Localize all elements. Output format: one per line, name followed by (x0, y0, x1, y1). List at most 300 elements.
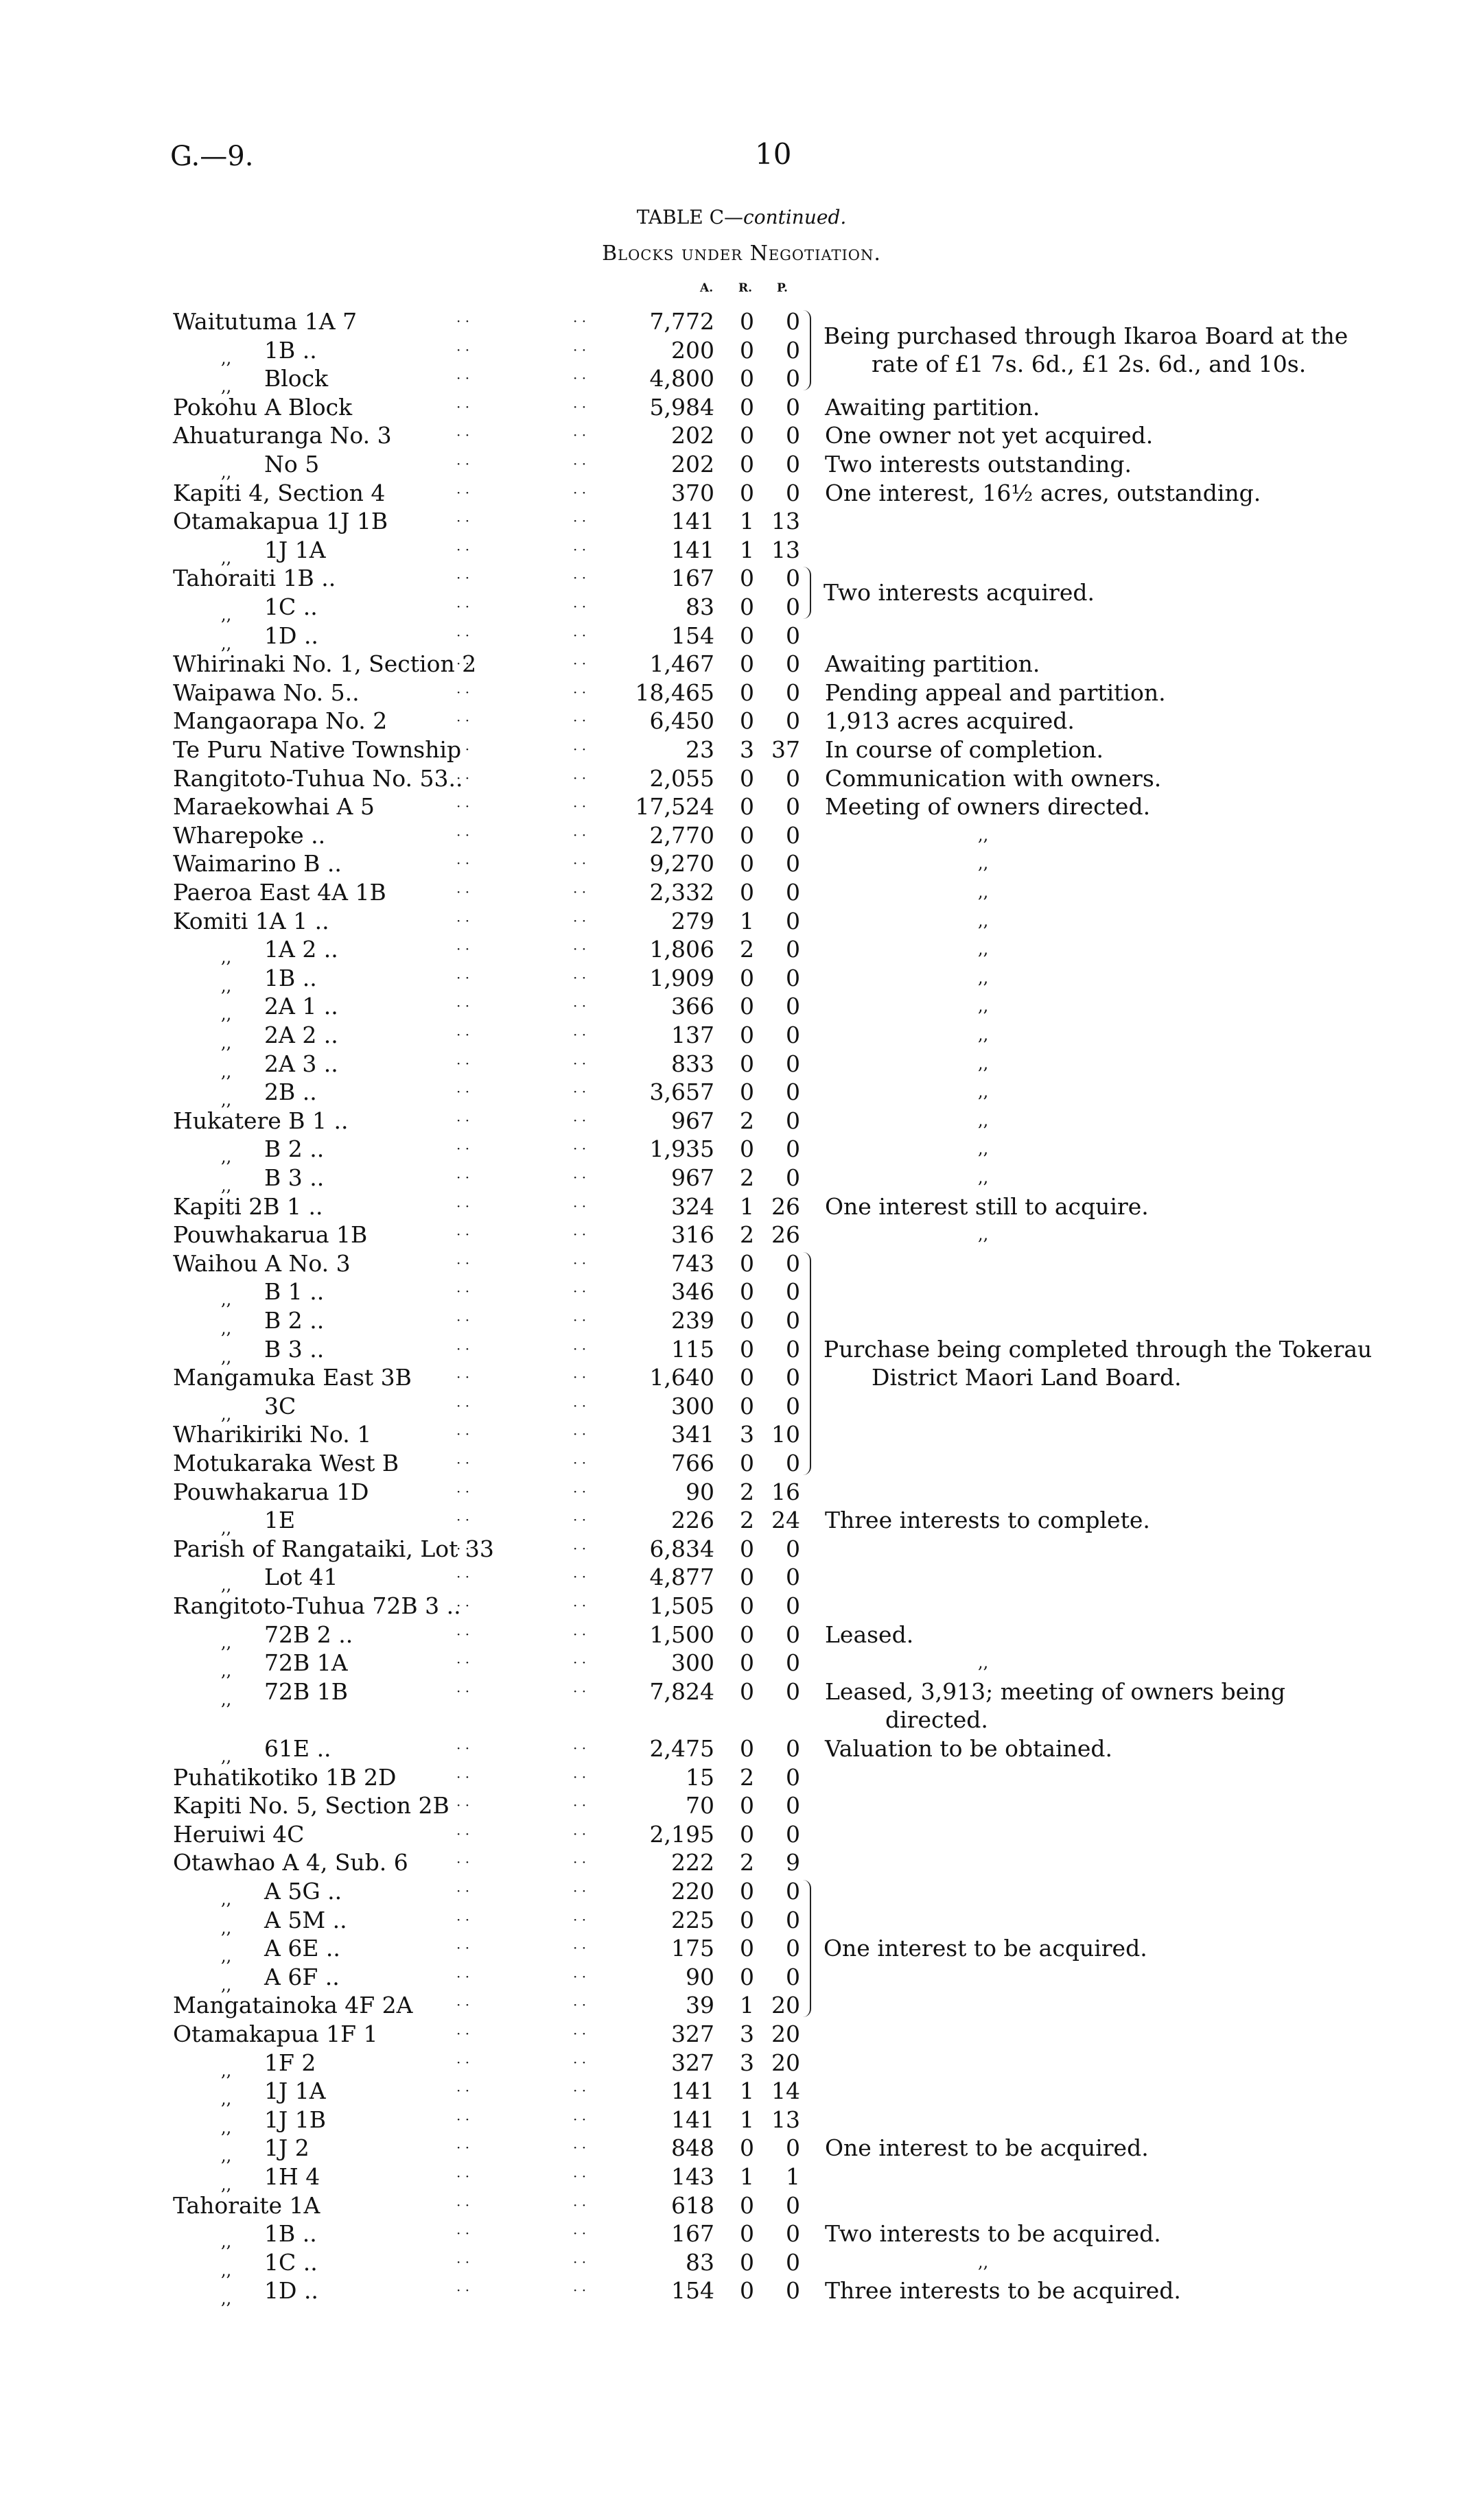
perches-value: 0 (786, 2277, 800, 2305)
dot-leader (456, 707, 469, 735)
dot-leader (456, 479, 469, 508)
dot-leader (456, 849, 469, 878)
perches-value: 0 (786, 451, 800, 478)
table-row (0, 1478, 1483, 1507)
block-name: 1J 1B (264, 2106, 326, 2133)
acres-value: 2,475 (649, 1735, 714, 1762)
table-row (0, 1249, 1483, 1278)
dot-leader (573, 1649, 586, 1677)
acres-value: 316 (671, 1221, 714, 1249)
acres-value: 2,055 (649, 764, 714, 792)
ditto-mark: ,, (221, 2146, 232, 2166)
dot-leader (573, 1221, 586, 1249)
remark-ditto: ,, (978, 1653, 989, 1673)
dot-leader (573, 650, 586, 679)
roods-value: 0 (740, 1392, 754, 1420)
dot-leader (456, 1592, 469, 1621)
dot-leader (456, 1192, 469, 1221)
acres-value: 17,524 (635, 793, 714, 821)
acres-value: 15 (686, 1763, 714, 1791)
group-remark (824, 322, 1348, 379)
acres-value: 324 (671, 1192, 714, 1220)
table-title-main: TABLE C— (636, 206, 744, 228)
ditto-mark: ,, (221, 2175, 232, 2194)
table-row-continuation (0, 1706, 1483, 1734)
table-subtitle: Blocks under Negotiation. (602, 242, 881, 266)
perches-value: 0 (786, 593, 800, 620)
perches-value: 13 (771, 536, 800, 563)
dot-leader (573, 450, 586, 479)
block-name: 1B .. (264, 336, 317, 364)
dot-leader (456, 1249, 469, 1278)
dot-leader (573, 1392, 586, 1421)
block-name: A 6F .. (264, 1963, 340, 1990)
acres-value: 141 (671, 536, 714, 563)
perches-value: 0 (786, 1450, 800, 1476)
acres-value: 200 (671, 336, 714, 364)
table-row (0, 1449, 1483, 1478)
block-name: Mangaorapa No. 2 (173, 707, 388, 735)
dot-leader (456, 2020, 469, 2049)
acres-value: 300 (671, 1392, 714, 1420)
dot-leader (573, 2276, 586, 2305)
dot-leader (456, 2191, 469, 2220)
table-row (0, 536, 1483, 565)
table-row (0, 707, 1483, 735)
remark: One interest, 16½ acres, outstanding. (825, 479, 1261, 506)
table-row (0, 821, 1483, 850)
remark-ditto: ,, (978, 996, 989, 1016)
roods-value: 2 (740, 1763, 754, 1791)
remark-ditto: ,, (978, 1053, 989, 1073)
acres-value: 167 (671, 2220, 714, 2248)
block-name: Waipawa No. 5.. (173, 679, 360, 706)
remark-ditto: ,, (978, 2252, 989, 2272)
roods-value: 0 (740, 1592, 754, 1619)
block-name: Tahoraiti 1B .. (173, 565, 336, 592)
acres-value: 7,824 (649, 1677, 714, 1705)
block-name: Parish of Rangataiki, Lot 33 (173, 1535, 494, 1562)
perches-value: 16 (771, 1478, 800, 1505)
dot-leader (573, 1078, 586, 1107)
dot-leader (573, 878, 586, 907)
acres-value: 141 (671, 2077, 714, 2105)
acres-value: 141 (671, 2106, 714, 2133)
roods-value: 0 (740, 1249, 754, 1277)
roods-value: 0 (740, 1135, 754, 1163)
perches-value: 1 (786, 2163, 800, 2190)
ditto-mark: ,, (221, 1747, 232, 1766)
document-code: G.—9. (170, 141, 254, 172)
table-row (0, 622, 1483, 653)
dot-leader (456, 2248, 469, 2277)
group-remark-line: Purchase being completed through the Tokerau (824, 1335, 1373, 1363)
table-row (0, 792, 1483, 821)
dot-leader (573, 764, 586, 793)
acres-value: 1,467 (649, 650, 714, 678)
dot-leader (573, 1164, 586, 1192)
acres-value: 18,465 (635, 679, 714, 706)
table-row (0, 1934, 1483, 1966)
block-name: 1J 1A (264, 2077, 326, 2105)
table-row (0, 1078, 1483, 1110)
block-name: Otamakapua 1F 1 (173, 2021, 378, 2047)
remark-ditto: ,, (978, 1082, 989, 1102)
table-row (0, 2134, 1483, 2166)
block-name: Puhatikotiko 1B 2D (173, 1763, 397, 1791)
dot-leader (456, 821, 469, 850)
roods-value: 0 (740, 1792, 754, 1820)
table-row (0, 1420, 1483, 1449)
ditto-mark: ,, (221, 1689, 232, 1709)
perches-value: 0 (786, 1792, 800, 1820)
dot-leader (456, 2077, 469, 2106)
perches-value: 0 (786, 336, 800, 364)
roods-value: 1 (740, 1192, 754, 1220)
dot-leader (573, 1135, 586, 1164)
block-name: Kapiti 4, Section 4 (173, 479, 386, 506)
block-name: 61E .. (264, 1735, 331, 1762)
roods-value: 2 (740, 1107, 754, 1134)
dot-leader (573, 821, 586, 850)
ditto-mark: ,, (221, 633, 232, 653)
acres-value: 220 (671, 1878, 714, 1905)
remark: Three interests to complete. (825, 1507, 1150, 1534)
perches-value: 0 (786, 2248, 800, 2276)
dot-leader (573, 1677, 586, 1706)
block-name: Waihou A No. 3 (173, 1249, 351, 1277)
remark: Two interests outstanding. (825, 451, 1132, 478)
ditto-mark: ,, (221, 462, 232, 482)
block-name: 1C .. (264, 2248, 318, 2276)
perches-value: 0 (786, 2134, 800, 2162)
acres-value: 9,270 (649, 850, 714, 878)
block-name: Mangamuka East 3B (173, 1364, 412, 1391)
ditto-mark: ,, (221, 547, 232, 567)
dot-leader (456, 2134, 469, 2163)
remark: Two interests to be acquired. (825, 2220, 1161, 2248)
brace-icon (800, 567, 811, 618)
perches-value: 0 (786, 650, 800, 678)
dot-leader (456, 1449, 469, 1478)
roods-value: 0 (740, 308, 754, 335)
roods-value: 0 (740, 879, 754, 906)
acres-value: 137 (671, 1022, 714, 1048)
dot-leader (573, 679, 586, 707)
roods-value: 2 (740, 1221, 754, 1249)
brace-icon (800, 1880, 811, 2017)
remark: One interest to be acquired. (825, 2134, 1149, 2162)
dot-leader (573, 1734, 586, 1763)
dot-leader (456, 2163, 469, 2191)
roods-value: 0 (740, 764, 754, 792)
roods-value: 0 (740, 679, 754, 706)
perches-value: 0 (786, 679, 800, 706)
remark-ditto: ,, (978, 853, 989, 873)
table-row (0, 1221, 1483, 1249)
perches-value: 37 (771, 736, 800, 763)
dot-leader (456, 364, 469, 393)
perches-value: 14 (771, 2077, 800, 2105)
dot-leader (456, 421, 469, 450)
roods-value: 0 (740, 1022, 754, 1048)
dot-leader (456, 1877, 469, 1906)
dot-leader (573, 1363, 586, 1392)
block-name: 1D .. (264, 2277, 318, 2305)
remark: Three interests to be acquired. (825, 2277, 1181, 2305)
table-row (0, 1535, 1483, 1564)
roods-value: 0 (740, 1450, 754, 1476)
roods-value: 1 (740, 508, 754, 535)
table-row (0, 593, 1483, 622)
table-row (0, 1734, 1483, 1766)
dot-leader (456, 536, 469, 565)
table-row (0, 450, 1483, 482)
perches-value: 0 (786, 2191, 800, 2219)
block-name: Ahuaturanga No. 3 (173, 422, 392, 449)
perches-value: 0 (786, 707, 800, 735)
ditto-mark: ,, (221, 1176, 232, 1195)
ditto-mark: ,, (221, 2117, 232, 2137)
perches-value: 0 (786, 1564, 800, 1591)
dot-leader (573, 849, 586, 878)
roods-value: 0 (740, 1963, 754, 1990)
table-row (0, 564, 1483, 593)
table-row (0, 1506, 1483, 1538)
table-row (0, 1192, 1483, 1221)
roods-value: 0 (740, 1307, 754, 1334)
dot-leader (573, 1021, 586, 1050)
acres-value: 967 (671, 1107, 714, 1134)
block-name: Lot 41 (264, 1564, 338, 1591)
acres-value: 1,500 (649, 1621, 714, 1648)
dot-leader (456, 792, 469, 821)
acres-value: 1,640 (649, 1364, 714, 1391)
acres-value: 833 (671, 1050, 714, 1077)
block-name: 1A 2 .. (264, 936, 338, 963)
block-name: 1C .. (264, 593, 318, 620)
roods-value: 0 (740, 1935, 754, 1962)
perches-value: 0 (786, 907, 800, 934)
roods-value: 0 (740, 793, 754, 821)
block-name: Pouwhakarua 1D (173, 1478, 369, 1505)
ditto-mark: ,, (221, 1918, 232, 1938)
roods-value: 0 (740, 850, 754, 878)
acres-value: 23 (686, 736, 714, 763)
ditto-mark: ,, (221, 605, 232, 624)
perches-value: 0 (786, 964, 800, 991)
ditto-mark: ,, (221, 1518, 232, 1538)
table-row (0, 1649, 1483, 1681)
dot-leader (456, 2276, 469, 2305)
dot-leader (573, 2077, 586, 2106)
roods-value: 2 (740, 1849, 754, 1876)
perches-value: 0 (786, 308, 800, 335)
acres-value: 300 (671, 1649, 714, 1677)
dot-leader (456, 907, 469, 936)
acres-value: 175 (671, 1935, 714, 1962)
dot-leader (573, 393, 586, 422)
block-name: B 2 .. (264, 1135, 325, 1163)
block-name: 1J 2 (264, 2134, 310, 2162)
ditto-mark: ,, (221, 1290, 232, 1310)
dot-leader (456, 1649, 469, 1677)
acres-value: 70 (686, 1792, 714, 1820)
ditto-mark: ,, (221, 1347, 232, 1367)
dot-leader (456, 679, 469, 707)
acres-value: 341 (671, 1421, 714, 1448)
acres-value: 2,195 (649, 1820, 714, 1848)
dot-leader (456, 1078, 469, 1107)
block-name: Otamakapua 1J 1B (173, 508, 388, 535)
roods-value: 1 (740, 2163, 754, 2190)
perches-value: 0 (786, 365, 800, 392)
table-row (0, 2020, 1483, 2049)
acres-value: 327 (671, 2021, 714, 2047)
dot-leader (573, 1478, 586, 1507)
table-row (0, 1677, 1483, 1709)
roods-value: 0 (740, 1079, 754, 1106)
roods-value: 0 (740, 1820, 754, 1848)
dot-leader (573, 536, 586, 565)
roods-value: 0 (740, 1364, 754, 1391)
table-row (0, 764, 1483, 793)
dot-leader (456, 1848, 469, 1877)
block-name: Kapiti 2B 1 .. (173, 1192, 323, 1220)
block-name: Komiti 1A 1 .. (173, 907, 329, 934)
block-name: 1F 2 (264, 2049, 316, 2076)
dot-leader (573, 1449, 586, 1478)
table-row (0, 907, 1483, 936)
roods-value: 0 (740, 1050, 754, 1077)
table-row (0, 1991, 1483, 2020)
dot-leader (573, 364, 586, 393)
perches-value: 0 (786, 1735, 800, 1762)
ditto-mark: ,, (221, 976, 232, 996)
group-remark-line: One interest to be acquired. (824, 1935, 1147, 1962)
block-name: Pouwhakarua 1B (173, 1221, 368, 1249)
block-name: 1B .. (264, 2220, 317, 2248)
dot-leader (573, 1763, 586, 1792)
acres-value: 967 (671, 1164, 714, 1191)
dot-leader (573, 421, 586, 450)
perches-value: 0 (786, 1878, 800, 1905)
acres-value: 154 (671, 2277, 714, 2305)
dot-leader (573, 336, 586, 365)
perches-value: 26 (771, 1192, 800, 1220)
roods-value: 0 (740, 2191, 754, 2219)
roods-value: 1 (740, 1992, 754, 2019)
remark-ditto: ,, (978, 1168, 989, 1187)
perches-value: 0 (786, 1535, 800, 1562)
dot-leader (573, 1249, 586, 1278)
table-row (0, 1164, 1483, 1195)
perches-value: 20 (771, 1992, 800, 2019)
roods-value: 0 (740, 1878, 754, 1905)
remark: Awaiting partition. (825, 393, 1040, 421)
acres-value: 1,909 (649, 964, 714, 991)
dot-leader (456, 1563, 469, 1592)
roods-value: 0 (740, 2277, 754, 2305)
table-row (0, 2219, 1483, 2252)
remark-ditto: ,, (978, 1225, 989, 1245)
acres-value: 143 (671, 2163, 714, 2190)
dot-leader (456, 450, 469, 479)
dot-leader (456, 1277, 469, 1306)
perches-value: 0 (786, 879, 800, 906)
table-row (0, 421, 1483, 450)
perches-value: 13 (771, 508, 800, 535)
column-header-perches: P. (777, 281, 788, 295)
dot-leader (456, 735, 469, 764)
roods-value: 0 (740, 622, 754, 649)
roods-value: 0 (740, 336, 754, 364)
table-row (0, 1906, 1483, 1938)
group-remark-line: rate of £1 7s. 6d., £1 2s. 6d., and 10s. (872, 351, 1307, 378)
perches-value: 13 (771, 2106, 800, 2133)
perches-value: 26 (771, 1221, 800, 1249)
dot-leader (456, 2106, 469, 2134)
perches-value: 24 (771, 1507, 800, 1534)
acres-value: 279 (671, 907, 714, 934)
perches-value: 0 (786, 1249, 800, 1277)
block-name: Wharikiriki No. 1 (173, 1421, 372, 1448)
remark: Leased, 3,913; meeting of owners being (825, 1677, 1286, 1705)
table-row (0, 2106, 1483, 2137)
table-row (0, 849, 1483, 878)
block-name: Motukaraka West B (173, 1450, 399, 1476)
block-name: Rangitoto-Tuhua 72B 3 .. (173, 1592, 461, 1619)
remark: Leased. (825, 1621, 914, 1648)
block-name: 2B .. (264, 1079, 317, 1106)
perches-value: 0 (786, 936, 800, 963)
acres-value: 90 (686, 1963, 714, 1990)
dot-leader (573, 1991, 586, 2020)
dot-leader (573, 1877, 586, 1906)
table-row (0, 1877, 1483, 1909)
perches-value: 0 (786, 1164, 800, 1191)
group-remark-line: Two interests acquired. (824, 579, 1095, 607)
dot-leader (573, 1791, 586, 1820)
dot-leader (573, 1934, 586, 1963)
block-name: Heruiwi 4C (173, 1820, 305, 1848)
block-name: Pokohu A Block (173, 393, 353, 421)
roods-value: 2 (740, 1164, 754, 1191)
roods-value: 0 (740, 1906, 754, 1933)
block-name: B 2 .. (264, 1307, 325, 1334)
acres-value: 4,877 (649, 1564, 714, 1591)
acres-value: 225 (671, 1906, 714, 1933)
roods-value: 0 (740, 1621, 754, 1648)
perches-value: 0 (786, 565, 800, 592)
ditto-mark: ,, (221, 2232, 232, 2252)
dot-leader (456, 992, 469, 1021)
block-name: Waitutuma 1A 7 (173, 308, 358, 335)
group-remark-line: District Maori Land Board. (872, 1364, 1182, 1391)
dot-leader (573, 907, 586, 936)
group-remark-line: Being purchased through Ikaroa Board at the (824, 322, 1348, 349)
block-name: 1D .. (264, 622, 318, 649)
dot-leader (573, 2049, 586, 2077)
remark-ditto: ,, (978, 1139, 989, 1159)
dot-leader (573, 622, 586, 650)
perches-value: 0 (786, 479, 800, 506)
ditto-mark: ,, (221, 1575, 232, 1595)
dot-leader (573, 964, 586, 993)
remark-ditto: ,, (978, 825, 989, 845)
acres-value: 6,834 (649, 1535, 714, 1562)
table-row (0, 2077, 1483, 2109)
